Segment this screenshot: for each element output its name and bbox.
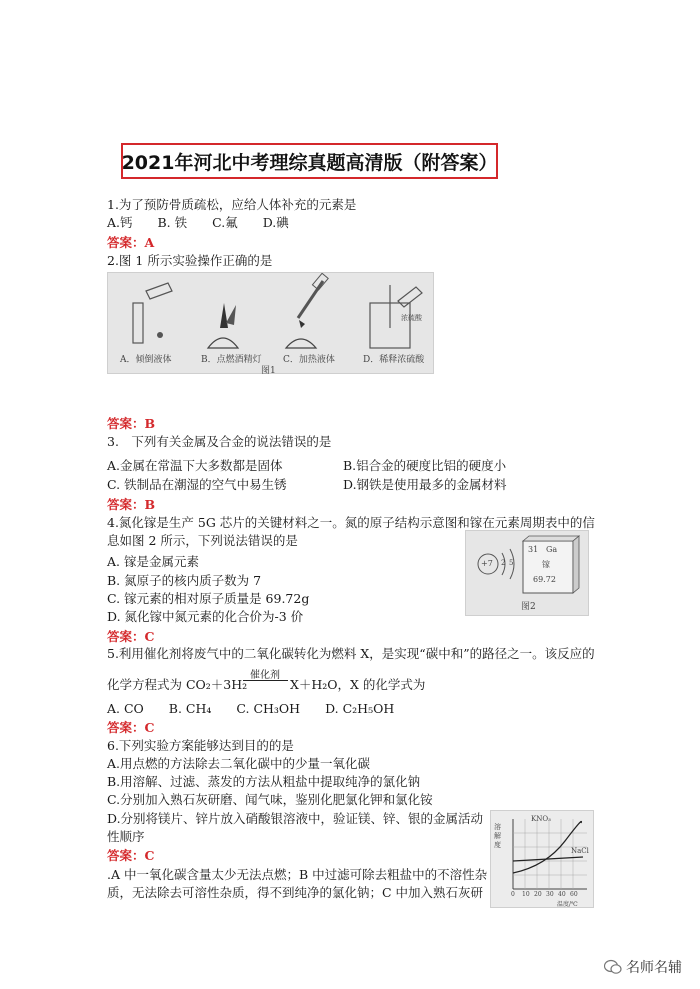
q6-explanation-line2: 质，无法除去可溶性杂质，得不到纯净的氯化钠；C 中加入熟石灰研 xyxy=(107,885,484,900)
q4-stem-line1: 4.氮化镓是生产 5G 芯片的关键材料之一。氮的原子结构示意图和镓在元素周期表中的信 xyxy=(107,515,595,530)
q6-answer: 答案：C xyxy=(107,848,155,863)
q4-option-b: B. 氮原子的核内质子数为 7 xyxy=(107,573,262,588)
figure-1-label-d: D．稀释浓硫酸 xyxy=(363,355,425,365)
element-number: 31 xyxy=(528,545,539,554)
graph-xtick-0: 0 xyxy=(511,891,515,898)
graph-y-label: 溶解度 xyxy=(494,823,501,849)
graph-xtick-1: 10 xyxy=(522,891,530,898)
q3-option-c: C. 铁制品在潮湿的空气中易生锈 xyxy=(107,477,287,492)
q1-options: A.钙 B. 铁 C.氟 D.碘 xyxy=(107,215,289,230)
q6-option-b: B.用溶解、过滤、蒸发的方法从粗盐中提取纯净的氯化钠 xyxy=(107,774,421,789)
q5-options: A. CO B. CH₄ C. CH₃OH D. C₂H₅OH xyxy=(107,701,395,716)
graph-xtick-5: 60 xyxy=(570,891,578,898)
figure-1-label-a: A．倾倒液体 xyxy=(120,355,172,365)
figure-2 xyxy=(465,530,589,616)
q6-option-c: C.分别加入熟石灰研磨、闻气味，鉴别化肥氯化钾和氯化铵 xyxy=(107,792,433,807)
graph-series-nacl: NaCl xyxy=(571,847,589,855)
q5-reaction-arrow xyxy=(243,680,288,681)
graph-xtick-2: 20 xyxy=(534,891,542,898)
graph-xtick-3: 30 xyxy=(546,891,554,898)
q4-option-a: A. 镓是金属元素 xyxy=(107,554,199,569)
figure-1-label-b: B．点燃酒精灯 xyxy=(201,355,262,365)
q3-stem: 3. 下列有关金属及合金的说法错误的是 xyxy=(107,434,332,449)
page-title-box xyxy=(121,143,498,179)
q4-stem-line2: 息如图 2 所示，下列说法错误的是 xyxy=(107,533,298,548)
element-name: 镓 xyxy=(542,560,550,569)
figure-2-caption: 图2 xyxy=(521,602,536,612)
graph-x-label: 温度/℃ xyxy=(557,901,578,908)
q5-equation-suffix: X＋H₂O，X 的化学式为 xyxy=(290,677,426,692)
q6-option-d-line1: D.分别将镁片、锌片放入硝酸银溶液中，验证镁、锌、银的金属活动 xyxy=(107,811,484,826)
figure-1-caption: 图1 xyxy=(261,366,276,376)
q1-stem: 1.为了预防骨质疏松，应给人体补充的元素是 xyxy=(107,197,357,212)
q4-option-d: D. 氮化镓中氮元素的化合价为-3 价 xyxy=(107,609,304,624)
q5-answer: 答案：C xyxy=(107,720,155,735)
q4-option-c: C. 镓元素的相对原子质量是 69.72g xyxy=(107,591,310,606)
q2-answer: 答案：B xyxy=(107,416,156,431)
q6-option-a: A.用点燃的方法除去二氧化碳中的少量一氧化碳 xyxy=(107,756,371,771)
element-mass: 69.72 xyxy=(533,575,556,584)
q5-stem: 5.利用催化剂将废气中的二氧化碳转化为燃料 X，是实现“碳中和”的路径之一。该反应的 xyxy=(107,646,595,661)
watermark-text: 名师名辅 xyxy=(626,960,682,976)
watermark xyxy=(604,957,682,977)
atom-nucleus: +7 xyxy=(481,559,493,568)
atom-shell-1: 2 xyxy=(501,559,506,567)
q3-option-b: B.铝合金的硬度比铝的硬度小 xyxy=(343,458,507,473)
page-title: 2021年河北中考理综真题高清版（附答案） xyxy=(121,151,498,174)
figure-1 xyxy=(107,272,434,374)
graph-xtick-4: 40 xyxy=(558,891,566,898)
figure-1-note: 浓硫酸 xyxy=(401,314,422,322)
atom-shell-2: 5 xyxy=(509,559,514,567)
element-symbol: Ga xyxy=(546,545,558,554)
q5-catalyst-label: 催化剂 xyxy=(250,670,280,681)
q2-stem: 2.图 1 所示实验操作正确的是 xyxy=(107,253,273,268)
wechat-icon xyxy=(604,959,622,975)
q6-stem: 6.下列实验方案能够达到目的的是 xyxy=(107,738,294,753)
q6-option-d-line2: 性顺序 xyxy=(107,829,145,844)
q3-option-d: D.钢铁是使用最多的金属材料 xyxy=(343,477,507,492)
q3-answer: 答案：B xyxy=(107,497,156,512)
graph-series-kno3: KNO₃ xyxy=(531,815,551,823)
q4-answer: 答案：C xyxy=(107,629,155,644)
q1-answer: 答案：A xyxy=(107,235,155,250)
q3-option-a: A.金属在常温下大多数都是固体 xyxy=(107,458,283,473)
solubility-graph xyxy=(490,810,594,908)
figure-1-label-c: C．加热液体 xyxy=(283,355,335,365)
q6-explanation-line1: .A 中一氧化碳含量太少无法点燃；B 中过滤可除去粗盐中的不溶性杂 xyxy=(107,867,488,882)
q5-equation-prefix: 化学方程式为 CO₂＋3H₂ xyxy=(107,677,248,692)
